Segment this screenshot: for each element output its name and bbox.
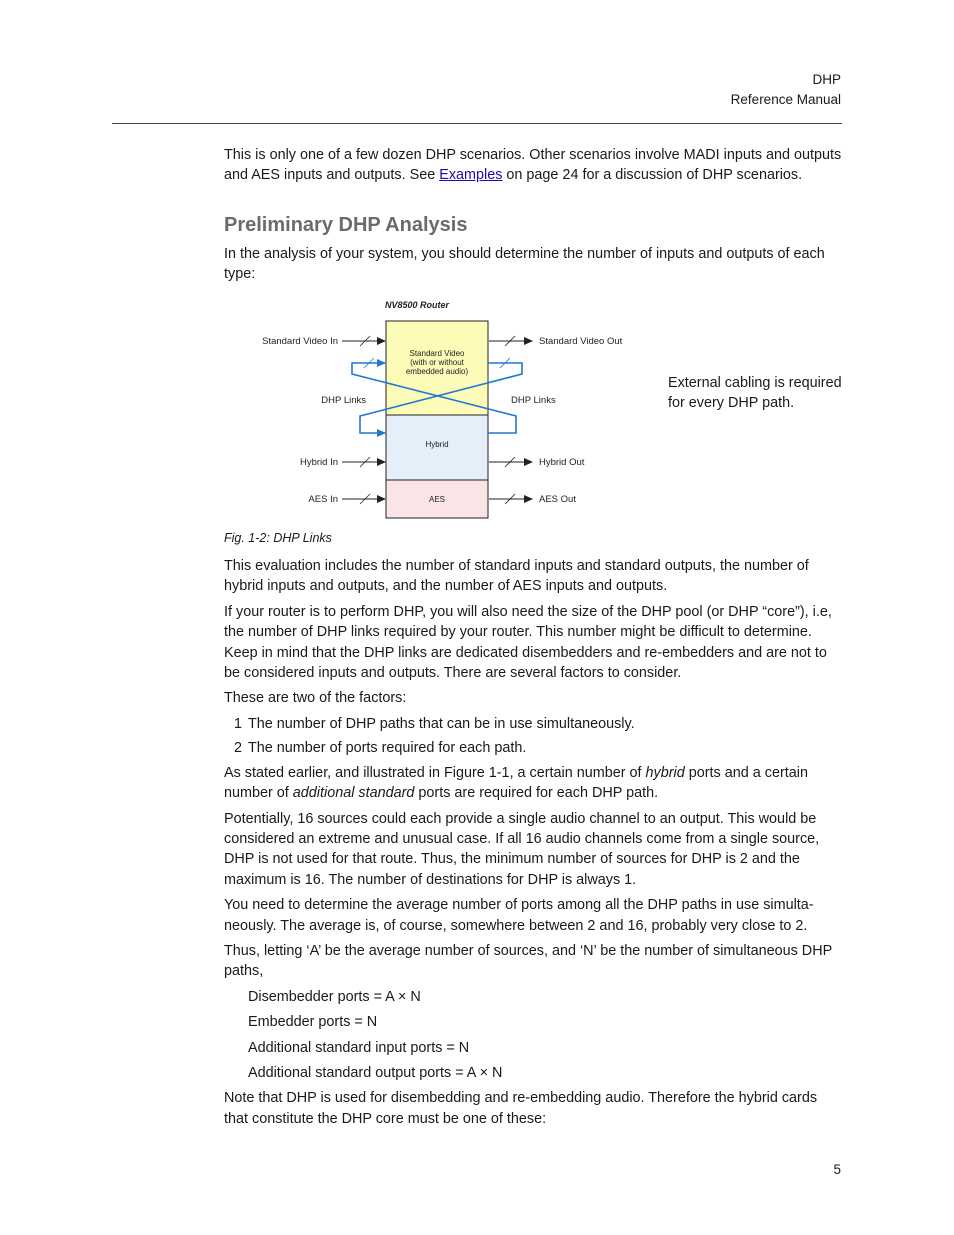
- emphasis-hybrid: hybrid: [645, 764, 685, 781]
- dhp-links-figure: [224, 290, 844, 520]
- list-item: [234, 714, 844, 734]
- formula-std-input: Additional standard input ports = N: [248, 1039, 470, 1056]
- paragraph-note: Note that DHP is used for disembedding and re-embedding audio. Therefore the hybrid cards that constitute the DHP core must be one of these:: [224, 1090, 818, 1127]
- section-title: Preliminary DHP Analysis: [224, 213, 468, 236]
- std-out-label: Standard Video Out: [539, 335, 623, 347]
- list-item: [234, 738, 844, 758]
- intro-text-after: on page 24 for a discussion of DHP scenarios.: [502, 167, 803, 184]
- text-run: ports and a certain number of: [224, 764, 808, 802]
- list-item-text: The number of DHP paths that can be in use simultaneously.: [248, 715, 635, 732]
- text-run: As stated earlier, and illustrated in Figure 1-1, a certain number of: [224, 764, 646, 781]
- examples-link[interactable]: Examples: [439, 167, 503, 184]
- paragraph-average: You need to determine the average number of ports among all the DHP paths in use simulta-neously. The average is, of course, somewhere between 2 and 16, probably very close to 2.: [224, 897, 814, 934]
- dhp-diagram: [224, 290, 664, 520]
- paragraph-letting: Thus, letting ‘A’ be the average number of sources, and ‘N’ be the number of simultaneous DHP paths,: [224, 942, 832, 980]
- figure-note: External cabling is required for every DHP path.: [668, 374, 842, 412]
- emphasis-additional-standard: additional standard: [292, 785, 415, 802]
- main-content: [224, 145, 844, 1134]
- header-subtitle: Reference Manual: [730, 92, 841, 107]
- text-run: ports are required for each DHP path.: [414, 785, 659, 802]
- section-lead: In the analysis of your system, you should determine the number of inputs and outputs of each type:: [224, 245, 825, 283]
- intro-text-before: This is only one of a few dozen DHP scenarios. Other scenarios involve MADI inputs and outputs and AES inputs and outputs. See: [224, 147, 842, 184]
- aes-in-label: AES In: [308, 493, 338, 505]
- aes-out-label: AES Out: [539, 493, 576, 505]
- page-number: 5: [833, 1162, 841, 1177]
- aes-block-label: AES: [428, 494, 446, 504]
- list-item-number: 1: [234, 715, 243, 732]
- paragraph-ports-required: [224, 763, 844, 804]
- std-in-label: Standard Video In: [262, 335, 338, 347]
- std-block-line3: embedded audio): [405, 366, 469, 376]
- dhp-links-left-label: DHP Links: [321, 394, 366, 406]
- formula-std-output: Additional standard output ports = A × N: [248, 1064, 503, 1081]
- paragraph-evaluation: This evaluation includes the number of standard inputs and standard outputs, the number of hybrid inputs and outputs, and the number of AES inputs and outputs.: [224, 558, 809, 595]
- list-item-text: The number of ports required for each path.: [248, 740, 527, 757]
- formula-disembedder: Disembedder ports = A × N: [248, 988, 421, 1005]
- hybrid-in-label: Hybrid In: [299, 456, 338, 468]
- paragraph-factors-intro: These are two of the factors:: [224, 690, 407, 707]
- hybrid-out-label: Hybrid Out: [539, 456, 585, 468]
- paragraph-sources: Potentially, 16 sources could each provide a single audio channel to an output. This would be considered an extreme and unusual case. If all 16 audio channels come from a single source, DHP is not used for that route. Thus, the minimum number of sources for DHP is 2 and the maximum is 16. The number of destinations for DHP is always 1.: [224, 810, 820, 888]
- dhp-links-right-label: DHP Links: [511, 394, 556, 406]
- figure-caption: Fig. 1-2: DHP Links: [224, 530, 332, 545]
- std-block-line2: (with or without: [410, 357, 464, 367]
- paragraph-dhp-pool: If your router is to perform DHP, you will also need the size of the DHP pool (or DHP “core”), i.e, the number of DHP links required by your router. This number might be difficult to determine. Keep in mind that the DHP links are dedicated disembedders and re-embedders and are not to be considered inputs and outputs. There are several factors to consider.: [224, 603, 832, 682]
- formula-embedder: Embedder ports = N: [248, 1014, 378, 1031]
- header-rule: [112, 123, 842, 124]
- page-header: [731, 70, 841, 110]
- router-label: NV8500 Router: [385, 299, 450, 310]
- list-item-number: 2: [234, 740, 243, 757]
- hybrid-block-label: Hybrid: [425, 439, 449, 449]
- intro-paragraph: [224, 145, 844, 186]
- header-title: DHP: [812, 72, 841, 87]
- factors-list: [224, 714, 844, 759]
- std-block-line1: Standard Video: [409, 348, 465, 358]
